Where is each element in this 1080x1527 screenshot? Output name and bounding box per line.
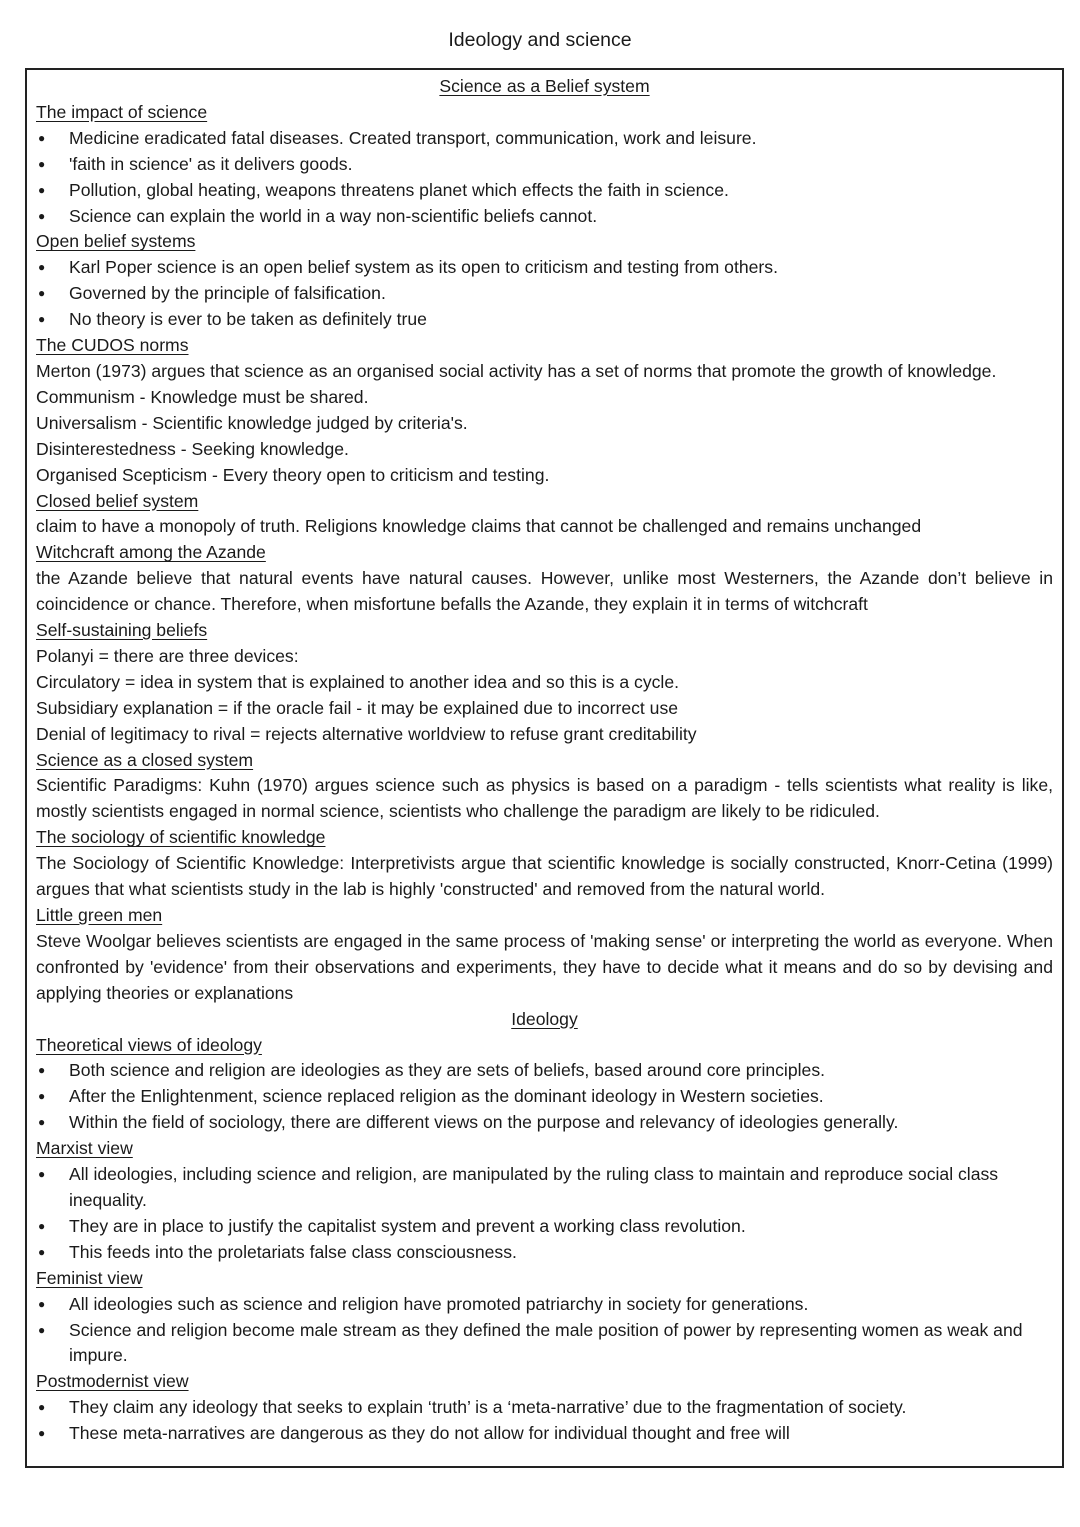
notes-frame — [25, 68, 1064, 1468]
list-item: ● Science and religion become male stream as they defined the male position of power by representing women as weak and impure. — [36, 1318, 1053, 1370]
list-item: ● No theory is ever to be taken as definitely true — [36, 307, 1053, 333]
paragraph: the Azande believe that natural events have natural causes. However, unlike most Westerners, the Azande don’t believe in coincidence or chance. Therefore, when misfortune befalls the Azande, they explain it in terms of witchcraft — [36, 568, 1053, 615]
list-item: ● All ideologies, including science and religion, are manipulated by the ruling class to maintain and reproduce social class inequality. — [36, 1162, 1053, 1214]
list-item: ● Pollution, global heating, weapons threatens planet which effects the faith in science. — [36, 178, 1053, 204]
heading-postmodernist-view: Postmodernist view — [36, 1371, 189, 1392]
paragraph: Merton (1973) argues that science as an organised social activity has a set of norms that promote the growth of knowledge. — [36, 360, 997, 381]
paragraph: claim to have a monopoly of truth. Religions knowledge claims that cannot be challenged and remains unchanged — [36, 516, 922, 537]
theoretical-list — [36, 1058, 1053, 1136]
section-title-ideology: Ideology — [511, 1008, 578, 1029]
list-item: ● They claim any ideology that seeks to explain ‘truth’ is a ‘meta-narrative’ due to the fragmentation of society. — [36, 1395, 1053, 1421]
list-item: ● Karl Poper science is an open belief system as its open to criticism and testing from others. — [36, 255, 1053, 281]
list-item: ● They are in place to justify the capitalist system and prevent a working class revolution. — [36, 1214, 1053, 1240]
list-item: ● 'faith in science' as it delivers goods. — [36, 152, 1053, 178]
section-title-belief-system: Science as a Belief system — [439, 76, 650, 96]
list-item: ● Both science and religion are ideologies as they are sets of beliefs, based around core principles. — [36, 1058, 1053, 1084]
heading-sociology-scientific-knowledge: The sociology of scientific knowledge — [36, 827, 326, 848]
heading-science-closed-system: Science as a closed system — [36, 749, 254, 770]
paragraph: Circulatory = idea in system that is explained to another idea and so this is a cycle. — [36, 671, 679, 692]
heading-azande: Witchcraft among the Azande — [36, 542, 266, 563]
open-belief-list — [36, 255, 1053, 333]
list-item: ● Governed by the principle of falsification. — [36, 281, 1053, 307]
feminist-list — [36, 1292, 1053, 1370]
heading-feminist-view: Feminist view — [36, 1267, 143, 1288]
list-item: ● These meta-narratives are dangerous as they do not allow for individual thought and free will — [36, 1421, 1053, 1447]
paragraph: Organised Scepticism - Every theory open to criticism and testing. — [36, 464, 550, 485]
paragraph: Universalism - Scientific knowledge judged by criteria's. — [36, 412, 468, 433]
marxist-list — [36, 1162, 1053, 1266]
paragraph: Denial of legitimacy to rival = rejects alternative worldview to refuse grant creditability — [36, 723, 697, 744]
heading-self-sustaining-beliefs: Self-sustaining beliefs — [36, 620, 208, 641]
document-title: Ideology and science — [448, 29, 632, 51]
paragraph: Steve Woolgar believes scientists are engaged in the same process of 'making sense' or interpreting the world as everyone. When confronted by 'evidence' from their observations and experiments, they have to decide what it means and do so by devising and applying theories or explanations — [36, 930, 1053, 1003]
postmodernist-list — [36, 1395, 1053, 1447]
list-item: ● This feeds into the proletariats false class consciousness. — [36, 1240, 1053, 1266]
list-item: ● All ideologies such as science and religion have promoted patriarchy in society for generations. — [36, 1292, 1053, 1318]
list-item: ● Medicine eradicated fatal diseases. Created transport, communication, work and leisure. — [36, 126, 1053, 152]
impact-list — [36, 126, 1053, 230]
heading-open-belief-systems: Open belief systems — [36, 231, 196, 252]
heading-impact-of-science: The impact of science — [36, 101, 208, 122]
heading-little-green-men: Little green men — [36, 905, 163, 925]
paragraph: Disinterestedness - Seeking knowledge. — [36, 438, 349, 459]
paragraph: The Sociology of Scientific Knowledge: Interpretivists argue that scientific knowledge is socially constructed, Knorr-Cetina (1999) argues that what scientists study in the lab is highly 'constructed' and removed from the natural world. — [36, 853, 1053, 900]
list-item: ● Science can explain the world in a way non-scientific beliefs cannot. — [36, 204, 1053, 230]
paragraph: Subsidiary explanation = if the oracle fail - it may be explained due to incorrect use — [36, 697, 679, 718]
heading-closed-belief-system: Closed belief system — [36, 490, 199, 511]
paragraph: Communism - Knowledge must be shared. — [36, 386, 369, 407]
heading-cudos-norms: The CUDOS norms — [36, 335, 189, 356]
paragraph: Polanyi = there are three devices: — [36, 645, 299, 666]
paragraph: Scientific Paradigms: Kuhn (1970) argues science such as physics is based on a paradigm - tells scientists what reality is like, mostly scientists engaged in normal science, scientists who challenge the paradigm are likely to be ridiculed. — [36, 775, 1053, 822]
heading-marxist-view: Marxist view — [36, 1138, 133, 1159]
list-item: ● Within the field of sociology, there are different views on the purpose and relevancy of ideologies generally. — [36, 1110, 1053, 1136]
heading-theoretical-views: Theoretical views of ideology — [36, 1034, 262, 1055]
list-item: ● After the Enlightenment, science replaced religion as the dominant ideology in Western societies. — [36, 1084, 1053, 1110]
